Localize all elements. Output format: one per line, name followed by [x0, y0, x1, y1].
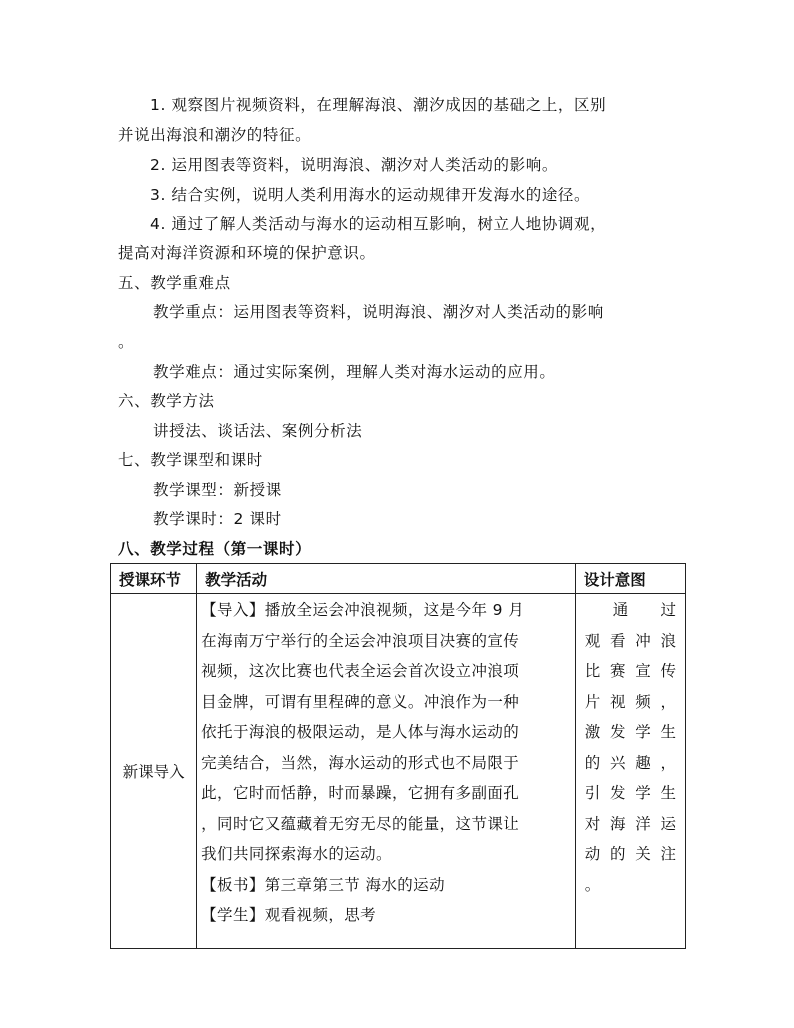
objective-4-line-2: 提高对海洋资源和环境的保护意识。 — [118, 244, 376, 262]
stage-cell: 新课导入 — [111, 594, 197, 949]
intent-line: 的兴趣， — [584, 753, 676, 772]
activity-line: 【板书】第三章第三节 海水的运动 — [201, 875, 445, 894]
intent-line: 观看冲浪 — [584, 631, 676, 650]
activity-line: 视频，这次比赛也代表全运会首次设立冲浪项 — [201, 662, 520, 680]
activity-line: 此，它时而恬静，时而暴躁，它拥有多副面孔 — [201, 784, 520, 802]
activity-line: 【导入】播放全运会冲浪视频，这是今年 9 月 — [201, 601, 525, 619]
objective-3: 3. 结合实例，说明人类利用海水的运动规律开发海水的途径。 — [150, 186, 591, 204]
intent-cell — [575, 594, 685, 949]
header-stage: 授课环节 — [111, 564, 197, 594]
lesson-type: 教学课型：新授课 — [153, 481, 282, 499]
header-intent: 设计意图 — [575, 564, 685, 594]
section-7-heading: 七、教学课型和课时 — [118, 451, 263, 469]
table-row — [111, 594, 686, 949]
section-6-heading: 六、教学方法 — [118, 392, 215, 410]
intent-line: 片视频， — [584, 692, 676, 711]
difficult-point: 教学难点：通过实际案例，理解人类对海水运动的应用。 — [153, 363, 556, 381]
intent-line: 引发学生 — [584, 784, 676, 802]
teaching-process-table — [110, 563, 686, 949]
section-8-heading: 八、教学过程（第一课时） — [118, 540, 312, 558]
objective-1-line-2: 并说出海浪和潮汐的特征。 — [118, 126, 312, 144]
intent-line: 。 — [584, 875, 601, 894]
table-header-row — [111, 564, 686, 594]
activity-cell — [197, 594, 576, 949]
intent-line: 激发学生 — [584, 723, 676, 741]
activity-line: 目金牌，可谓有里程碑的意义。冲浪作为一种 — [201, 692, 520, 711]
header-activity: 教学活动 — [197, 564, 576, 594]
activity-line: 完美结合，当然，海水运动的形式也不局限于 — [201, 753, 520, 772]
key-point-line-1: 教学重点：运用图表等资料，说明海浪、潮汐对人类活动的影响 — [153, 303, 604, 321]
objective-1-line-1: 1. 观察图片视频资料，在理解海浪、潮汐成因的基础之上，区别 — [150, 96, 607, 114]
activity-line: 依托于海浪的极限运动，是人体与海水运动的 — [201, 723, 520, 741]
objective-4-line-1: 4. 通过了解人类活动与海水的运动相互影响，树立人地协调观， — [150, 215, 607, 233]
activity-line: 在海南万宁举行的全运会冲浪项目决赛的宣传 — [201, 631, 520, 650]
intent-line: 对海洋运 — [584, 814, 676, 833]
teaching-methods: 讲授法、谈话法、案例分析法 — [153, 422, 363, 440]
lesson-hours: 教学课时：2 课时 — [153, 510, 282, 528]
activity-line: 【学生】观看视频，思考 — [201, 906, 377, 924]
objective-2: 2. 运用图表等资料，说明海浪、潮汐对人类活动的影响。 — [150, 156, 558, 174]
section-5-heading: 五、教学重难点 — [118, 274, 231, 292]
activity-line: ，同时它又蕴藏着无穷无尽的能量，这节课让 — [201, 814, 520, 833]
intent-line: 动的关注 — [584, 845, 676, 863]
key-point-line-2: 。 — [118, 333, 135, 351]
activity-line: 我们共同探索海水的运动。 — [201, 845, 392, 863]
intent-line: 通 过 — [612, 601, 676, 619]
intent-line: 比赛宣传 — [584, 662, 676, 680]
